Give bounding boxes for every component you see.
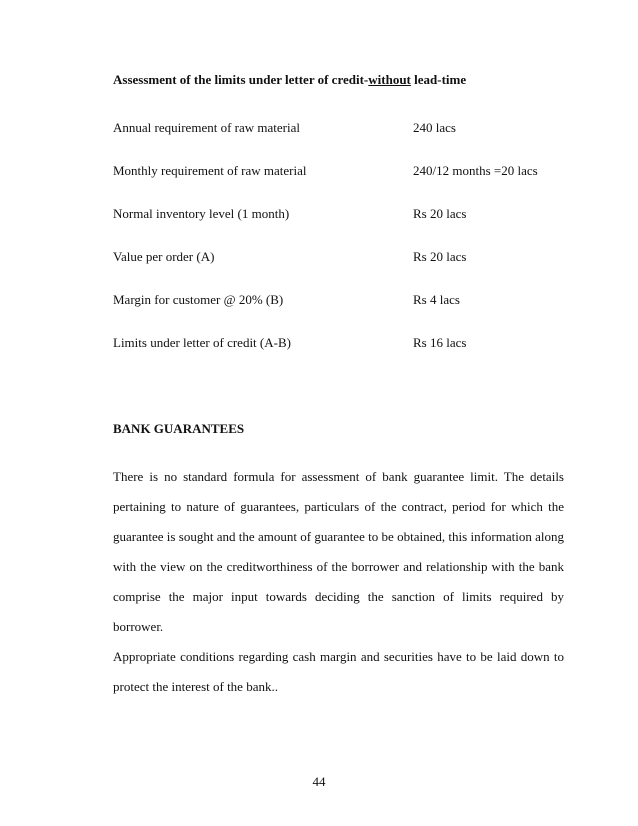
row-label: Monthly requirement of raw material (113, 163, 307, 178)
paragraph-line: protect the interest of the bank.. (113, 679, 278, 694)
row-value-per-order (113, 249, 573, 267)
heading-prefix: Assessment of the limits under letter of credit- (113, 72, 369, 87)
row-annual-requirement (113, 120, 573, 138)
row-value: Rs 20 lacs (413, 249, 467, 264)
row-label: Value per order (A) (113, 249, 215, 264)
row-margin (113, 292, 573, 310)
row-normal-inventory (113, 206, 573, 224)
paragraph-line: comprise the major input towards deciding the sanction of limits required by borrower. (113, 589, 564, 634)
row-value: Rs 20 lacs (413, 206, 467, 221)
assessment-heading (113, 72, 466, 88)
row-label: Margin for customer @ 20% (B) (113, 292, 284, 307)
row-value: Rs 16 lacs (413, 335, 467, 350)
row-label: Annual requirement of raw material (113, 120, 300, 135)
row-value: 240/12 months =20 lacs (413, 163, 538, 178)
row-value: Rs 4 lacs (413, 292, 460, 307)
row-value: 240 lacs (413, 120, 456, 135)
row-label: Normal inventory level (1 month) (113, 206, 290, 221)
paragraph-line: There is no standard formula for assessment of bank guarantee limit. The details (113, 469, 564, 484)
row-limits (113, 335, 573, 353)
bank-guarantees-paragraph (113, 462, 564, 702)
heading-suffix: lead-time (410, 72, 467, 87)
paragraph-line: guarantee is sought and the amount of guarantee to be obtained, this information along (113, 529, 564, 544)
heading-underlined-word: without (368, 72, 411, 87)
row-monthly-requirement (113, 163, 573, 181)
paragraph-line: pertaining to nature of guarantees, particulars of the contract, period for which the (113, 499, 564, 514)
row-label: Limits under letter of credit (A-B) (113, 335, 291, 350)
section-title: BANK GUARANTEES (113, 421, 245, 436)
paragraph-line: with the view on the creditworthiness of the borrower and relationship with the bank (113, 559, 564, 574)
page-number: 44 (312, 774, 326, 789)
paragraph-line: Appropriate conditions regarding cash margin and securities have to be laid down to (113, 649, 564, 664)
